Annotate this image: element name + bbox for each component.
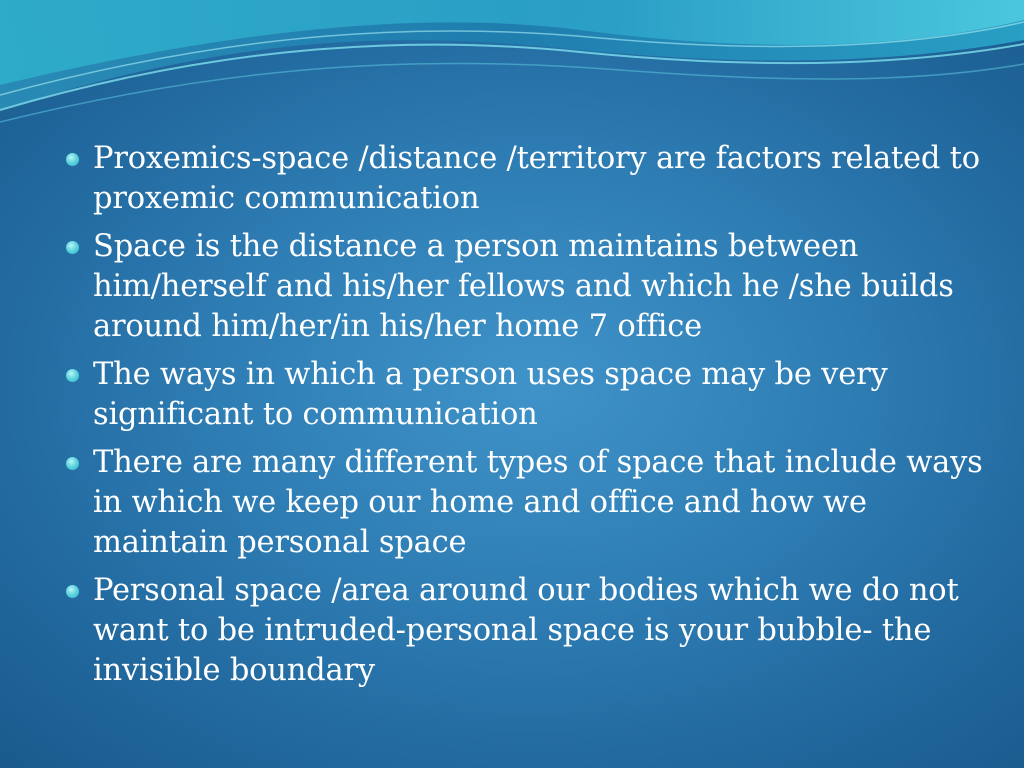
bullet-item [60,571,990,691]
bullet-text: Proxemics-space /distance /territory are factors related to proxemic communication [93,141,980,216]
bullet-text: Space is the distance a person maintains between him/herself and his/her fellows and which he /she builds around him/her/in his/her home 7 office [93,229,954,344]
bullet-dot-icon [66,457,79,470]
bullet-dot-icon [66,585,79,598]
bullet-dot-icon [66,369,79,382]
bullet-text: Personal space /area around our bodies which we do not want to be intruded-personal space is your bubble- the invisible boundary [93,573,959,688]
bullet-item [60,443,990,563]
wave-header-decoration [0,0,1024,130]
bullet-item [60,227,990,347]
bullet-item [60,139,990,219]
bullet-text: The ways in which a person uses space may be very significant to communication [93,357,888,432]
bullet-dot-icon [66,153,79,166]
bullet-item [60,355,990,435]
bullet-dot-icon [66,241,79,254]
bullet-list [60,139,990,699]
bullet-text: There are many different types of space that include ways in which we keep our home and office and how we maintain personal space [93,445,983,560]
